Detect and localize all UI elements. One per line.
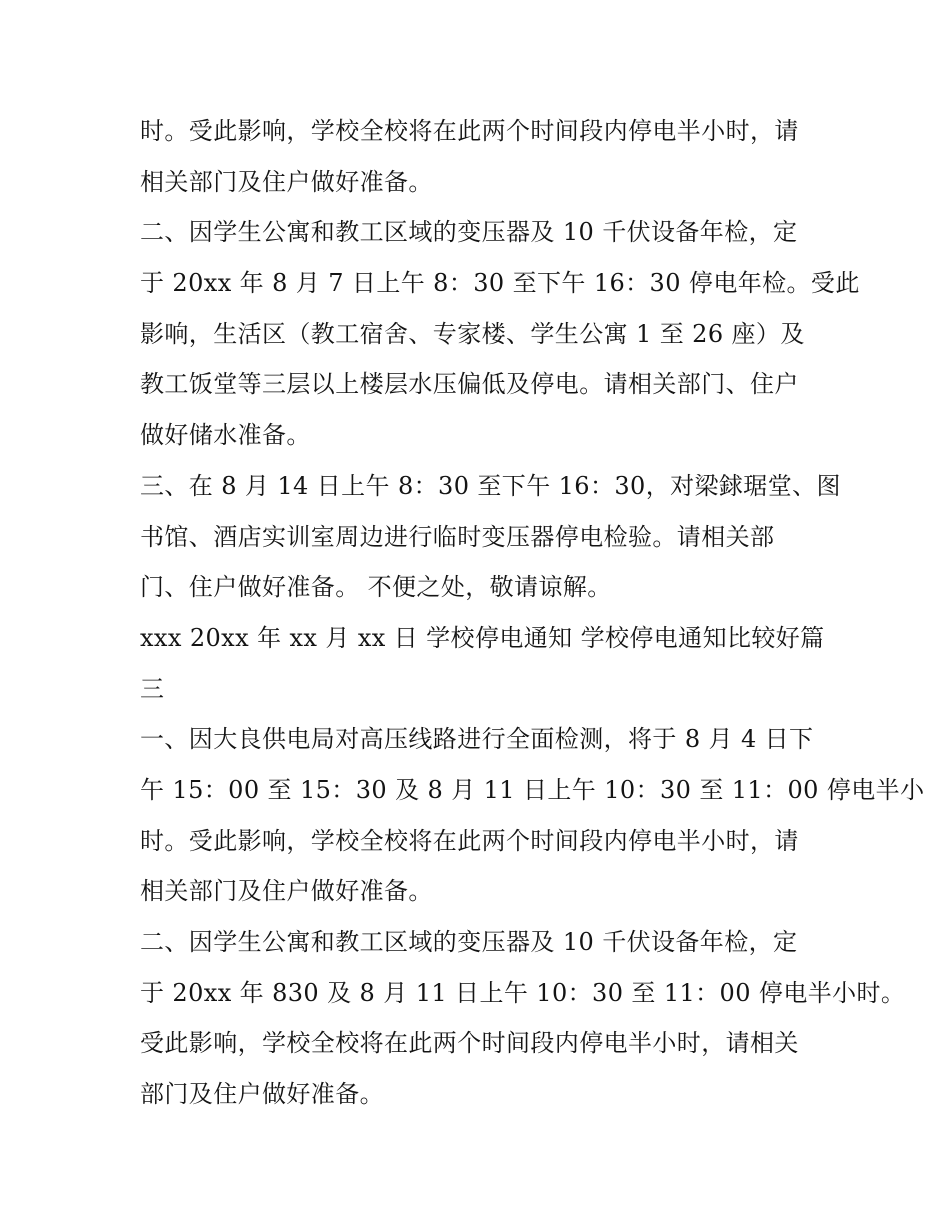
text-line: 二、因学生公寓和教工区域的变压器及 10 千伏设备年检，定 [140, 218, 798, 247]
text-line: 二、因学生公寓和教工区域的变压器及 10 千伏设备年检，定 [140, 928, 798, 956]
text-line: 受此影响，学校全校将在此两个时间段内停电半小时，请相关 [140, 1029, 799, 1058]
text-line: 书馆、酒店实训室周边进行临时变压器停电检验。请相关部 [140, 522, 775, 551]
text-line: 相关部门及住户做好准备。 [140, 877, 433, 906]
text-line: 三 [140, 674, 165, 703]
text-line: 于 20xx 年 830 及 8 月 11 日上午 10：30 至 11：00 停电半小时。 [140, 978, 906, 1007]
text-line: 三、在 8 月 14 日上午 8：30 至下午 16：30，对梁銶琚堂、图 [140, 471, 841, 500]
text-line: xxx 20xx 年 xx 月 xx 日 学校停电通知 学校停电通知比较好篇 [140, 623, 825, 652]
text-line: 影响，生活区（教工宿舍、专家楼、学生公寓 1 至 26 座）及 [140, 319, 805, 348]
text-line: 于 20xx 年 8 月 7 日上午 8：30 至下午 16：30 停电年检。受此 [140, 269, 860, 298]
text-line: 门、住户做好准备。 不便之处，敬请谅解。 [140, 573, 612, 602]
text-line: 午 15：00 至 15：30 及 8 月 11 日上午 10：30 至 11：00 停电半小 [140, 775, 925, 804]
text-line: 相关部门及住户做好准备。 [140, 167, 433, 196]
text-line: 时。受此影响，学校全校将在此两个时间段内停电半小时，请 [140, 826, 799, 855]
document-body [140, 106, 925, 1120]
text-line: 教工饭堂等三层以上楼层水压偏低及停电。请相关部门、住户 [140, 370, 799, 399]
text-line: 做好储水准备。 [140, 421, 311, 450]
text-line: 时。受此影响，学校全校将在此两个时间段内停电半小时，请 [140, 117, 799, 145]
text-line: 部门及住户做好准备。 [140, 1080, 384, 1109]
text-line: 一、因大良供电局对高压线路进行全面检测，将于 8 月 4 日下 [140, 725, 814, 754]
